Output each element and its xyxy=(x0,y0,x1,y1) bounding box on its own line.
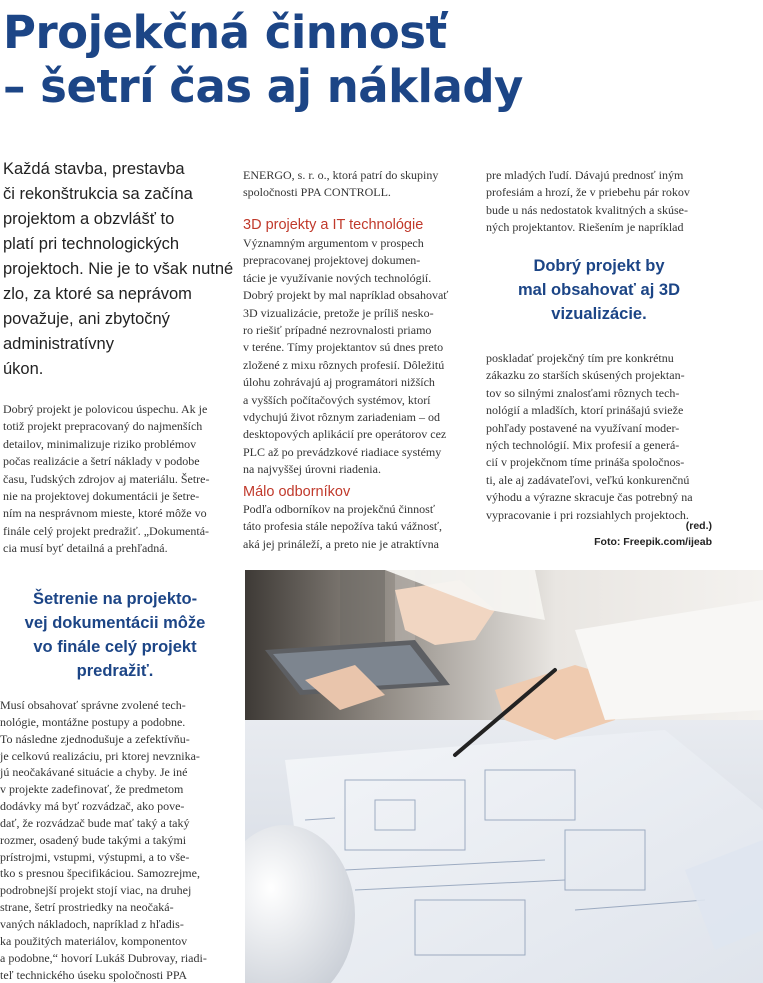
body-line: ných projektantov. Riešením je napríklad xyxy=(486,220,684,235)
body-line: teľ technického úseku spoločnosti PPA xyxy=(0,967,188,982)
body-line: dať, že rozvádzač bude mať taký a taký xyxy=(0,815,190,830)
body-line: je celkovú realizáciu, pri ktorej nevznika- xyxy=(0,748,200,763)
body-line: ka použitých materiálov, komponentov xyxy=(0,933,188,948)
credit-red: (red.) xyxy=(685,520,712,532)
lead-line: projektoch. Nie je to však nutné xyxy=(3,260,234,278)
body-line: rozmer, osadený bude takými a takými xyxy=(0,832,187,847)
lead-line: či rekonštrukcia sa začína xyxy=(3,185,193,203)
body-line: Musí obsahovať správne zvolené tech- xyxy=(0,698,186,712)
column-1b-text xyxy=(0,697,230,983)
title-line: – šetrí čas aj náklady xyxy=(3,60,523,113)
pull-quote-1 xyxy=(3,587,227,683)
body-line: finále celý projekt predražiť. „Dokumentá- xyxy=(3,523,210,538)
body-line: tko s presnou špecifikáciou. Samozrejme, xyxy=(0,866,200,881)
body-line: prepracovanej projektovej dokumen- xyxy=(243,253,421,268)
lead-line: projektom a obzvlášť to xyxy=(3,210,175,228)
body-line: To následne zjednodušuje a zefektívňu- xyxy=(0,731,190,746)
body-line: výhodu a výrazne skracuje čas potrebný na xyxy=(486,490,693,505)
column-2-intro xyxy=(243,167,475,202)
body-line: v teréne. Tímy projektantov sú dnes preto xyxy=(243,340,444,355)
body-line: spoločnosti PPA CONTROLL. xyxy=(243,185,391,200)
body-line: aká jej prináleží, a preto nie je atraktívna xyxy=(243,536,439,551)
body-line: Dobrý projekt by mal napríklad obsahovať xyxy=(243,288,449,303)
subheading-3d: 3D projekty a IT technológie xyxy=(243,217,424,233)
body-line: na najvyššej úrovni riadenia. xyxy=(243,462,381,477)
pull-quote-line: predražiť. xyxy=(76,662,154,680)
column-1-text xyxy=(3,401,227,558)
body-line: táto profesia stále nepožíva takú vážnosť, xyxy=(243,519,443,534)
lead-line: zlo, za ktoré sa neprávom xyxy=(3,285,192,303)
body-line: ENERGO, s. r. o., ktorá patrí do skupiny xyxy=(243,168,439,182)
lead-line: úkon. xyxy=(3,360,44,378)
body-line: cia musí byť detailná a prehľadná. xyxy=(3,541,168,556)
column-2b-text xyxy=(243,501,475,553)
title-line: Projekčná činnosť xyxy=(3,6,447,59)
pull-quote-line: mal obsahovať aj 3D xyxy=(518,281,680,299)
body-line: pohľady postavené na využívaní moder- xyxy=(486,420,680,435)
body-line: Podľa odborníkov na projekčnú činnosť xyxy=(243,502,435,516)
body-line: zložené z mixu rôznych profesií. Dôležitú xyxy=(243,357,445,372)
pull-quote-line: vo finále celý projekt xyxy=(33,638,197,656)
lead-paragraph xyxy=(3,157,234,382)
body-line: podrobnejší projekt stojí viac, na druhej xyxy=(0,883,192,898)
body-line: v projekte zadefinovať, že predmetom xyxy=(0,782,184,797)
body-line: ro riešiť prípadné nezrovnalosti priamo xyxy=(243,323,432,338)
column-3b-text xyxy=(486,350,712,524)
body-line: 3D vizualizácie, pretože je príliš nesko- xyxy=(243,305,434,320)
body-line: cií v projekčnom tíme prináša spoločnos- xyxy=(486,455,685,470)
pull-quote-2 xyxy=(486,254,712,326)
body-line: a vyšších počítačových systémov, ktorí xyxy=(243,392,431,407)
body-line: detailov, minimalizuje riziko problémov xyxy=(3,436,197,451)
body-line: vaných nákladoch, napríklad z hľadis- xyxy=(0,916,184,931)
pull-quote-line: vizualizácie. xyxy=(551,305,647,323)
body-line: jú neočakávané situácie a chyby. Je iné xyxy=(0,765,188,780)
body-line: nológií a mladších, ktorí prinášajú svieže xyxy=(486,403,684,418)
body-line: nie na projektovej dokumentácii je šetre- xyxy=(3,489,200,504)
pull-quote-line: Šetrenie na projekto- xyxy=(32,590,198,608)
pull-quote-line: Dobrý projekt by xyxy=(533,257,665,275)
body-line: totiž projekt prepracovaný do najmenších xyxy=(3,419,203,434)
body-line: vypracovanie i pri rozsiahlych projektoch. xyxy=(486,507,689,522)
body-line: vdychujú život rôznym zariadeniam – od xyxy=(243,410,440,425)
body-line: počas realizácie a šetrí náklady v podobe xyxy=(3,454,200,469)
body-line: úlohu zohrávajú aj programátori nižších xyxy=(243,375,435,390)
body-line: dodávky má byť rozvádzač, ako pove- xyxy=(0,799,185,814)
body-line: desktopových aplikácií pre operátorov cez xyxy=(243,427,447,442)
body-line: tácie je využívanie nových technológií. xyxy=(243,270,432,285)
body-line: prístrojmi, vstupmi, výstupmi, a to vše- xyxy=(0,849,190,864)
body-line: Významným argumentom v prospech xyxy=(243,236,424,250)
body-line: nológie, montážne postupy a podobne. xyxy=(0,714,186,729)
column-3a-text xyxy=(486,167,712,237)
photo-credit: Foto: Freepik.com/ijeab xyxy=(594,536,712,548)
body-line: tov so silnými znalosťami rôznych tech- xyxy=(486,385,680,400)
blueprint-sheet xyxy=(285,730,763,983)
body-line: zákazku zo starších skúsených projektan- xyxy=(486,368,685,383)
lead-line: považuje, ani zbytočný xyxy=(3,310,170,328)
body-line: času, ľudských zdrojov aj materiálu. Šetre- xyxy=(3,471,210,486)
body-line: ti, ale aj zadávateľovi, veľkú konkurenčnú xyxy=(486,472,690,487)
body-line: ných technológií. Mix profesií a generá- xyxy=(486,438,680,453)
page-title xyxy=(3,6,763,114)
body-line: poskladať projekčný tím pre konkrétnu xyxy=(486,351,674,365)
pull-quote-line: vej dokumentácii môže xyxy=(24,614,206,632)
lead-line: platí pri technologických xyxy=(3,235,180,253)
body-line: bude u nás nedostatok kvalitných a skúse- xyxy=(486,202,688,217)
body-line: profesiám a hrozí, že v priebehu pár rokov xyxy=(486,185,690,200)
body-line: strane, šetrí prostriedky na neočaká- xyxy=(0,900,174,915)
body-line: Dobrý projekt je polovicou úspechu. Ak je xyxy=(3,402,208,416)
photo-hands-drawing-plans xyxy=(245,570,763,983)
column-2a-text xyxy=(243,235,475,479)
body-line: pre mladých ľudí. Dávajú prednosť iným xyxy=(486,168,684,182)
subheading-malo: Málo odborníkov xyxy=(243,484,351,500)
lead-line: Každá stavba, prestavba xyxy=(3,160,185,178)
body-line: ním na nesprávnom mieste, ktoré môže vo xyxy=(3,506,207,521)
body-line: PLC až po prevádzkové riadiace systémy xyxy=(243,444,442,459)
lead-line: administratívny xyxy=(3,335,114,353)
body-line: a podobne,“ hovorí Lukáš Dubrovay, riadi- xyxy=(0,950,207,965)
